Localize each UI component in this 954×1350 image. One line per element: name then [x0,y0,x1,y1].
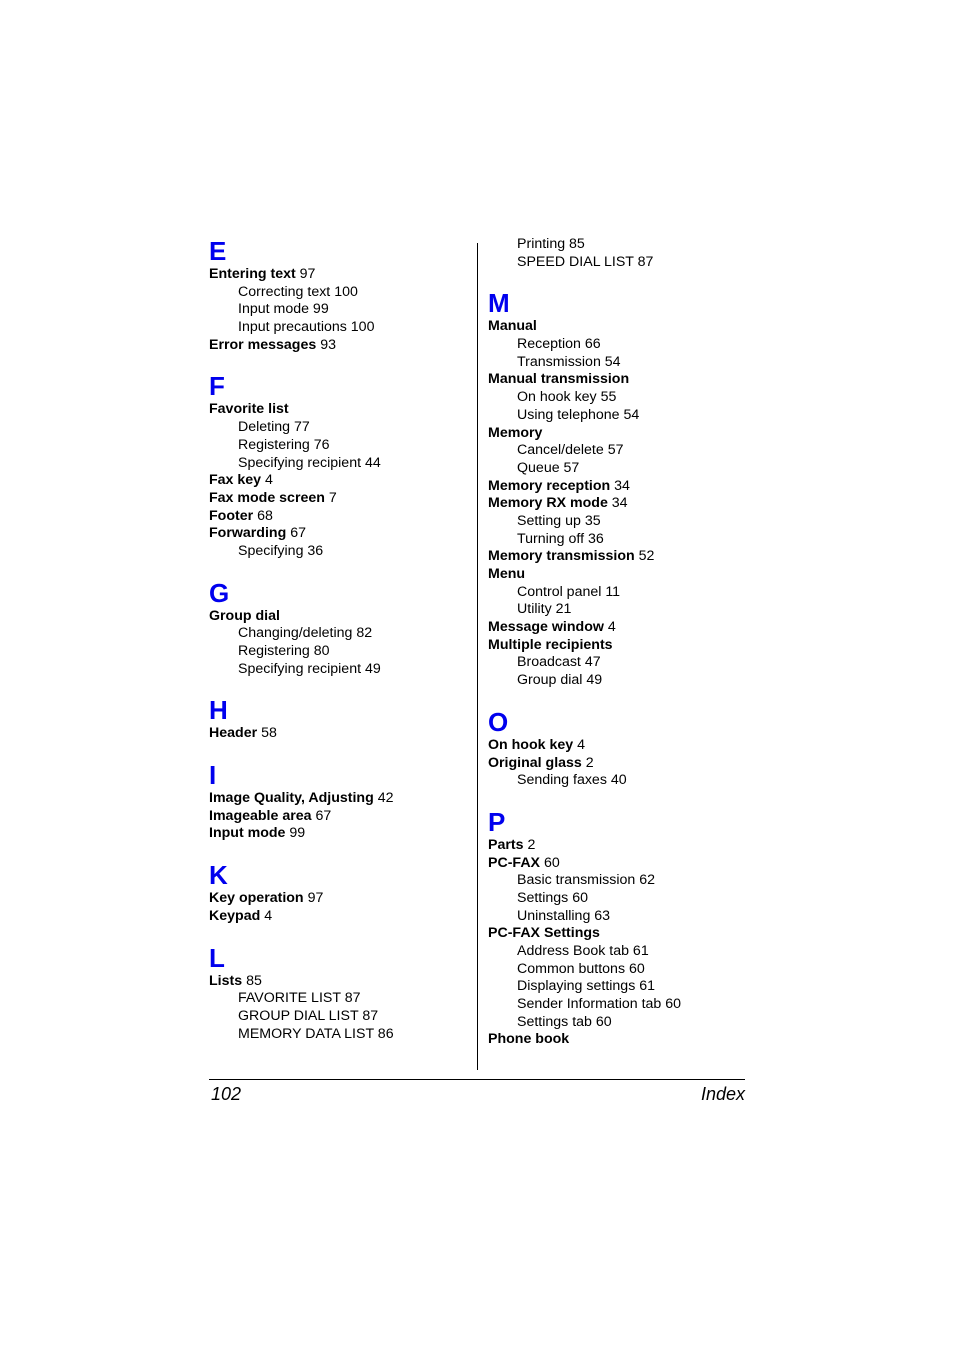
entry-page-number: 97 [299,266,316,282]
index-entry [209,808,471,826]
index-entry [488,495,750,513]
entry-page-number: 7 [328,489,337,506]
entry-term: Input mode [209,825,286,842]
entry-page-number: 58 [261,725,277,742]
index-subentry: Printing 85 [517,236,585,252]
index-entry [488,755,750,773]
index-subentry: On hook key 55 [517,389,617,406]
index-subentry: Displaying settings 61 [517,978,656,995]
entry-page-number: 99 [289,825,306,842]
entry-page-number: 93 [320,336,336,353]
index-entry [209,790,471,808]
index-subentry: Specifying recipient 44 [238,454,381,471]
entry-term: Error messages [209,336,317,353]
index-section [488,807,750,1049]
index-entry [209,337,471,355]
entry-term: Fax key [209,472,262,489]
entry-term: Favorite list [209,401,289,418]
entry-page-number: 67 [315,807,332,824]
entry-term: Forwarding [209,525,287,542]
section-letter: O [488,706,509,737]
index-entry [488,566,750,584]
index-section [209,860,471,925]
section-letter: E [209,236,227,266]
page-section-title: Index [700,1084,745,1104]
entry-page-number: 4 [607,619,616,636]
entry-term: Imageable area [209,807,312,824]
index-section [488,707,750,790]
index-subentry: Specifying 36 [238,542,324,559]
index-entry [209,608,471,626]
entry-page-number: 52 [638,548,655,565]
entry-page-number: 34 [614,477,630,494]
entry-term: PC-FAX Settings [488,925,600,942]
index-entry [488,737,750,755]
index-subentry: Control panel 11 [517,583,621,600]
index-subentry: Utility 21 [517,601,572,618]
index-entry [209,266,471,284]
entry-page-number: 85 [246,972,262,989]
entry-page-number: 4 [264,907,273,924]
entry-page-number: 4 [577,736,585,753]
index-subentry: MEMORY DATA LIST 86 [238,1025,394,1042]
entry-term: Manual transmission [488,371,630,388]
entry-term: Message window [488,619,604,636]
entry-term: Fax mode screen [209,489,325,506]
index-entry [209,490,471,508]
index-section [209,371,471,560]
index-subentry: Correcting text 100 [238,283,358,300]
index-entry [488,318,750,336]
entry-term: Lists [209,972,243,989]
entry-page-number: 42 [377,790,394,807]
index-entry [488,855,750,873]
entry-term: Group dial [209,607,280,624]
entry-page-number: 60 [543,854,560,871]
section-letter: H [209,695,228,726]
entry-term: Memory RX mode [488,495,608,512]
index-subentry: Sender Information tab 60 [517,996,682,1013]
entry-term: Multiple recipients [488,636,613,653]
index-entry [209,508,471,526]
entry-term: Keypad [209,907,261,924]
entry-page-number: 67 [290,525,306,542]
entry-term: Memory reception [488,477,611,494]
index-entry [488,425,750,443]
section-letter: M [488,288,510,319]
entry-term: Menu [488,566,526,582]
index-entry [488,371,750,389]
index-entry [488,637,750,655]
index-subentry: Group dial 49 [517,672,603,689]
index-subentry: Basic transmission 62 [517,872,655,889]
index-entry [488,1031,750,1049]
index-subentry: Address Book tab 61 [517,943,649,959]
entry-term: Original glass [488,754,582,771]
index-subentry: Settings 60 [517,889,588,906]
entry-term: On hook key [488,736,574,753]
index-entry [209,401,471,419]
index-column-right [488,236,750,1049]
index-subentry: Deleting 77 [238,419,310,436]
index-entry [209,908,471,926]
index-entry [209,725,471,743]
entry-term: Memory [488,424,543,441]
index-subentry: GROUP DIAL LIST 87 [238,1007,379,1024]
index-subentry: Registering 80 [238,643,330,659]
section-letter: P [488,806,506,837]
section-letter: L [209,942,225,973]
index-section [209,760,471,843]
index-subentry: SPEED DIAL LIST 87 [517,253,654,270]
index-subentry: Registering 76 [238,436,330,453]
section-letter: K [209,860,228,891]
continued-entries [488,236,750,271]
index-subentry: Uninstalling 63 [517,907,611,924]
entry-page-number: 34 [611,495,628,512]
entry-term: Header [209,725,258,742]
entry-term: Manual [488,318,537,335]
section-letter: I [209,760,217,791]
entry-term: Footer [209,507,254,524]
index-subentry: Using telephone 54 [517,406,640,423]
entry-term: Memory transmission [488,548,635,565]
entry-term: Parts [488,836,524,853]
entry-term: Image Quality, Adjusting [209,790,374,807]
entry-page-number: 2 [527,836,536,853]
index-entry [488,619,750,637]
page-number: 102 [211,1084,242,1104]
column-divider [477,243,478,1070]
index-subentry: Broadcast 47 [517,654,601,671]
index-subentry: Cancel/delete 57 [517,442,624,459]
index-subentry: Sending faxes 40 [517,772,627,789]
index-section [209,943,471,1044]
index-entry [209,825,471,843]
entry-page-number: 2 [585,754,594,771]
entry-term: PC-FAX [488,854,541,871]
index-subentry: Specifying recipient 49 [238,660,381,677]
entry-term: Key operation [209,890,304,907]
index-subentry: Input precautions 100 [238,319,375,336]
index-subentry: Turning off 36 [517,530,604,547]
index-entry [488,925,750,943]
index-entry [209,525,471,543]
index-subentry: Input mode 99 [238,301,329,318]
section-letter: F [209,371,225,402]
index-subentry: Settings tab 60 [517,1013,612,1030]
entry-term: Phone book [488,1031,570,1048]
entry-page-number: 97 [307,890,324,907]
section-letter: G [209,577,230,608]
footer-rule [209,1079,745,1080]
index-entry [209,890,471,908]
index-entry [488,478,750,496]
index-section [209,236,471,354]
index-subentry: Reception 66 [517,336,601,353]
index-subentry: Common buttons 60 [517,960,645,977]
index-subentry: FAVORITE LIST 87 [238,990,361,1007]
index-subentry: Changing/deleting 82 [238,625,373,642]
index-section [488,288,750,689]
entry-page-number: 4 [265,472,273,489]
index-subentry: Setting up 35 [517,512,601,529]
index-entry [209,973,471,991]
index-entry [488,548,750,566]
index-section [209,695,471,743]
index-column-left [209,236,471,1043]
index-entry [209,472,471,490]
entry-page-number: 68 [257,507,273,524]
index-entry [488,837,750,855]
index-subentry: Transmission 54 [517,353,621,370]
entry-term: Entering text [209,266,296,282]
index-section [209,578,471,679]
index-subentry: Queue 57 [517,459,580,476]
